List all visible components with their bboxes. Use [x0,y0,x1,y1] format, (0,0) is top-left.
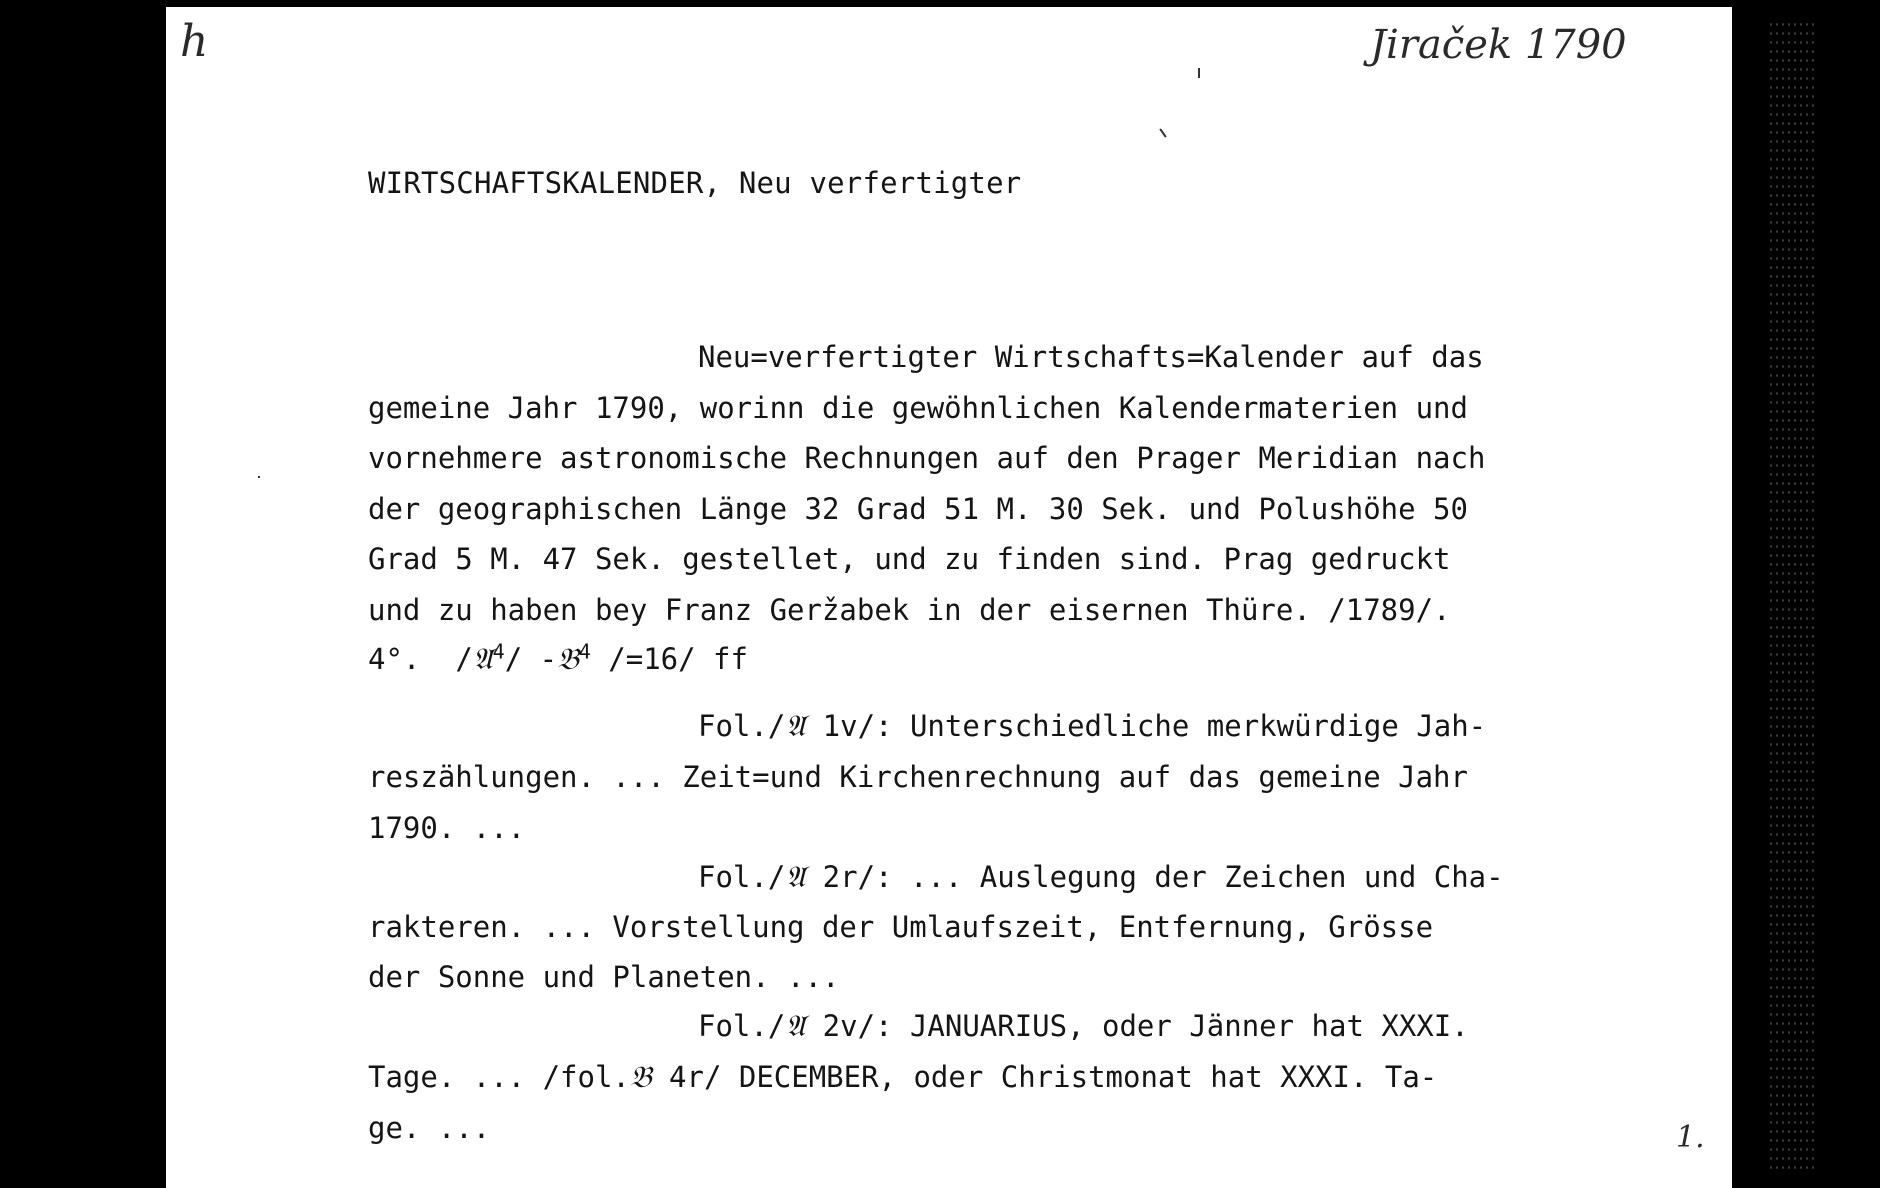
handwritten-card-number: 1. [1676,1120,1705,1155]
folio-1-mark: 𝔄 [785,709,806,744]
folio-2-mark: 𝔄 [785,860,806,895]
scan-edge-noise [1768,20,1818,1170]
folio-3-cont-mark: 𝔅 [629,1060,652,1095]
folio-3-cont-pre: Tage. ... /fol. [368,1060,630,1094]
body-line-6: und zu haben bey Franz Geržabek in der eisernen Thüre. /1789/. [368,593,1451,627]
format-sig-1-sup: 4 [492,639,505,664]
folio-3-last-line: ge. ... [368,1111,491,1145]
folio-3-ref: 2v/: JANUARIUS, oder Jänner hat XXXI. [805,1009,1469,1043]
format-line [368,639,748,677]
format-sig-2-mark: 𝔅 [557,642,579,677]
ink-speck [1198,68,1200,78]
folio-1-continuation-2: 1790. ... [368,811,526,845]
format-sig-2: / - [504,642,558,676]
body-line-3: vornehmere astronomische Rechnungen auf den Prager Meridian nach [368,441,1486,475]
body-line-5: Grad 5 M. 47 Sek. gestellet, und zu finden sind. Prag gedruckt [368,542,1451,576]
folio-3-prefix: Fol./ [698,1009,786,1043]
format-sig-1: / [455,642,473,676]
format-sig-1-mark: 𝔄 [472,642,493,677]
ink-speck [258,476,260,478]
folio-3-cont-post: 4r/ DECEMBER, oder Christmonat hat XXXI. Ta- [651,1060,1438,1094]
folio-2-line [698,860,1504,895]
folio-3-mark: 𝔄 [785,1009,806,1044]
folio-2-continuation-2: der Sonne und Planeten. ... [368,960,840,994]
body-line-4: der geographischen Länge 32 Grad 51 M. 30 Sek. und Polushöhe 50 [368,492,1468,526]
folio-3-line [698,1009,1469,1044]
folio-2-prefix: Fol./ [698,860,786,894]
handwritten-corner-mark: h [180,16,209,67]
folio-1-prefix: Fol./ [698,709,786,743]
format-count: /=16/ ff [608,642,748,676]
body-line-2: gemeine Jahr 1790, worinn die gewöhnlichen Kalendermaterien und [368,391,1468,425]
folio-1-ref: 1v/: Unterschiedliche merkwürdige Jah- [805,709,1487,743]
format-sig-2-sup: 4 [578,639,591,664]
handwritten-catalog-note: Jiraček 1790 [1370,22,1627,68]
folio-2-continuation-1: rakteren. ... Vorstellung der Umlaufszeit, Entfernung, Grösse [368,910,1434,944]
folio-1-line [698,709,1486,744]
folio-3-continuation [368,1060,1437,1095]
body-line-1: Neu=verfertigter Wirtschafts=Kalender auf das [698,340,1484,374]
folio-2-ref: 2r/: ... Auslegung der Zeichen und Cha- [805,860,1504,894]
folio-1-continuation-1: reszählungen. ... Zeit=und Kirchenrechnung auf das gemeine Jahr [368,760,1468,794]
format-size: 4°. [368,642,421,676]
card-heading: WIRTSCHAFTSKALENDER, Neu verfertigter [368,166,1022,200]
